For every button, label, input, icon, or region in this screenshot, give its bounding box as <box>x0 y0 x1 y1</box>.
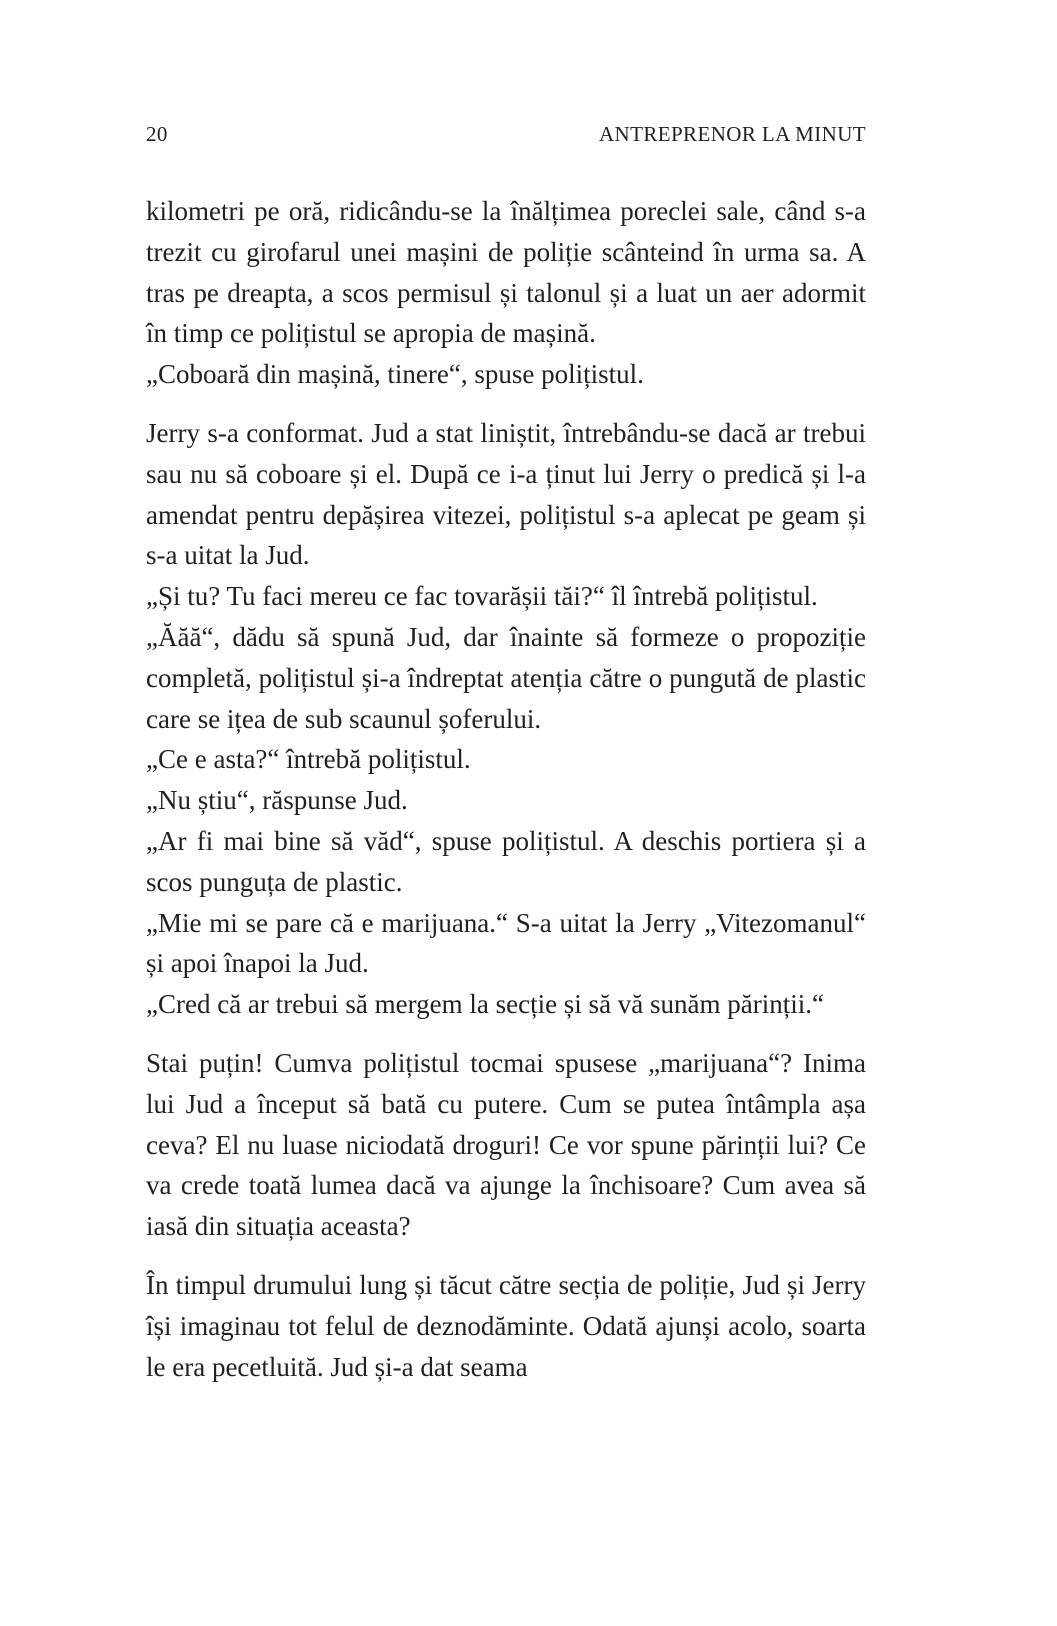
running-head <box>146 122 866 154</box>
paragraph: „Ar fi mai bine să văd“, spuse polițistul. A deschis portiera și a scos punguța de plastic. <box>146 825 866 897</box>
paragraph: „Mie mi se pare că e marijuana.“ S-a uitat la Jerry „Vitezomanul“ și apoi înapoi la Jud. <box>146 907 866 979</box>
paragraph: Stai puțin! Cumva polițistul tocmai spusese „marijuana“? Inima lui Jud a început să bată cu putere. Cum se putea întâmpla așa ceva? El nu luase niciodată droguri! Ce vor spune părinții lui? Ce va crede toată lumea dacă va ajunge la închisoare? Cum avea să iasă din situația aceasta? <box>146 1047 866 1242</box>
paragraph: „Și tu? Tu faci mereu ce fac tovarășii tăi?“ îl întrebă polițistul. <box>146 581 818 612</box>
paragraph: „Coboară din mașină, tinere“, spuse polițistul. <box>146 359 644 390</box>
paragraph: „Cred că ar trebui să mergem la secție și să vă sunăm părinții.“ <box>146 989 824 1020</box>
book-title: ANTREPRENOR LA MINUT <box>598 122 866 146</box>
paragraph: kilometri pe oră, ridicându-se la înălțimea poreclei sale, când s-a trezit cu girofarul unei mașini de poliție scânteind în urma sa. A tras pe dreapta, a scos permisul și talonul și a luat un aer adormit în timp ce polițistul se apropia de mașină. <box>146 196 866 349</box>
paragraph: „Ce e asta?“ întrebă polițistul. <box>146 744 471 775</box>
paragraph: „Ăăă“, dădu să spună Jud, dar înainte să formeze o propoziție completă, polițistul și-a îndreptat atenția către o pungută de plastic care se ițea de sub scaunul șoferului. <box>146 621 866 734</box>
paragraph: Jerry s-a conformat. Jud a stat liniștit, întrebându-se dacă ar trebui sau nu să coboare și el. După ce i-a ținut lui Jerry o predică și l-a amendat pentru depășirea vitezei, polițistul s-a aplecat pe geam și s-a uitat la Jud. <box>146 417 866 571</box>
paragraph: „Nu știu“, răspunse Jud. <box>146 785 408 816</box>
page-number: 20 <box>146 122 168 146</box>
paragraph: În timpul drumului lung și tăcut către secția de poliție, Jud și Jerry își imaginau tot felul de deznodăminte. Odată ajunși acolo, soarta le era pecetluită. Jud și-a dat seama <box>146 1269 866 1382</box>
body-text <box>146 191 866 1387</box>
